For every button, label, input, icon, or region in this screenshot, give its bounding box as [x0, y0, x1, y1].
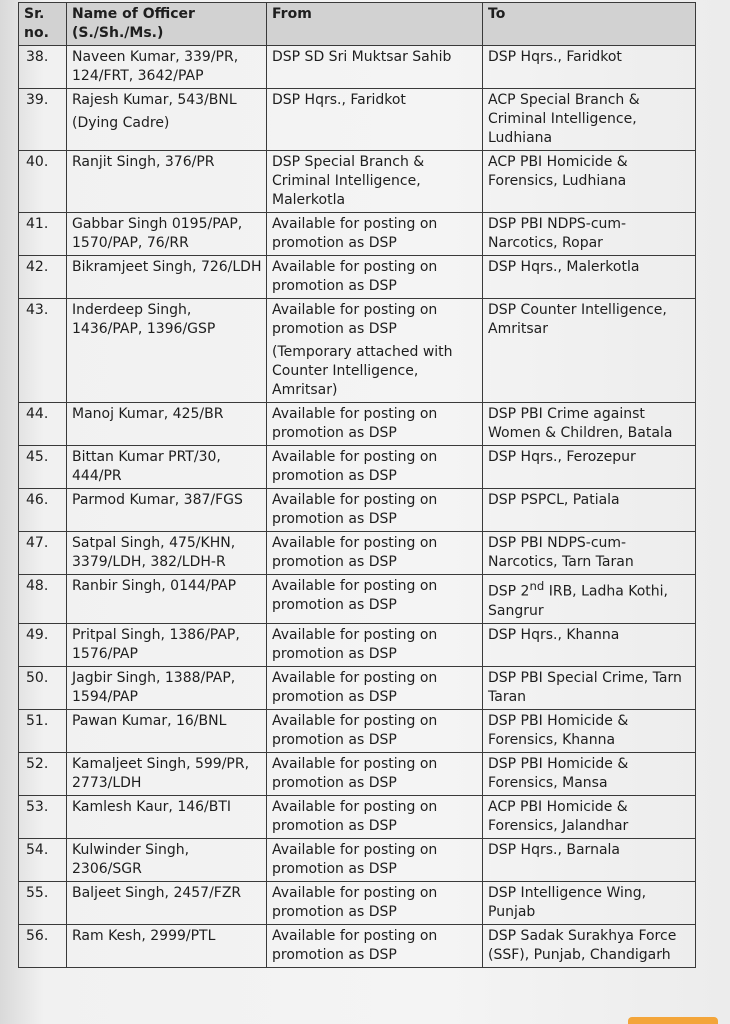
cell-sr: 52.	[19, 752, 67, 795]
cell-sr: 56.	[19, 924, 67, 967]
cell-from: DSP Hqrs., Faridkot	[267, 89, 483, 151]
table-row	[19, 575, 696, 624]
officer-name: Rajesh Kumar, 543/BNL	[72, 92, 237, 108]
header-sr-no: Sr. no.	[19, 3, 67, 46]
cell-to: DSP Hqrs., Malerkotla	[483, 256, 696, 299]
cell-sr: 43.	[19, 299, 67, 403]
table-row	[19, 89, 696, 151]
table-row	[19, 213, 696, 256]
cell-sr: 40.	[19, 151, 67, 213]
cell-from: Available for posting on promotion as DSP	[267, 881, 483, 924]
cell-name: Kamlesh Kaur, 146/BTI	[67, 795, 267, 838]
cell-name: Naveen Kumar, 339/PR, 124/FRT, 3642/PAP	[67, 46, 267, 89]
cell-name: Baljeet Singh, 2457/FZR	[67, 881, 267, 924]
cell-to: DSP PBI Crime against Women & Children, Batala	[483, 403, 696, 446]
cell-to	[483, 575, 696, 624]
table-row	[19, 256, 696, 299]
officer-note: (Dying Cadre)	[72, 115, 170, 131]
cell-to: DSP PBI Special Crime, Tarn Taran	[483, 666, 696, 709]
cell-sr: 53.	[19, 795, 67, 838]
cell-name: Gabbar Singh 0195/PAP, 1570/PAP, 76/RR	[67, 213, 267, 256]
table-row	[19, 489, 696, 532]
cell-from: Available for posting on promotion as DSP	[267, 489, 483, 532]
cell-to: ACP PBI Homicide & Forensics, Ludhiana	[483, 151, 696, 213]
table-row	[19, 709, 696, 752]
cell-name: Bittan Kumar PRT/30, 444/PR	[67, 446, 267, 489]
cell-name: Ranbir Singh, 0144/PAP	[67, 575, 267, 624]
cell-sr: 41.	[19, 213, 67, 256]
cell-from: Available for posting on promotion as DSP	[267, 623, 483, 666]
cell-from: Available for posting on promotion as DSP	[267, 795, 483, 838]
header-from: From	[267, 3, 483, 46]
posting-table	[18, 2, 696, 968]
to-text-rest: IRB, Ladha Kothi, Sangrur	[488, 583, 668, 619]
table-row	[19, 924, 696, 967]
cell-sr: 54.	[19, 838, 67, 881]
cell-to: DSP Counter Intelligence, Amritsar	[483, 299, 696, 403]
cell-to: DSP PBI NDPS-cum-Narcotics, Tarn Taran	[483, 532, 696, 575]
header-to: To	[483, 3, 696, 46]
cell-from: Available for posting on promotion as DSP	[267, 752, 483, 795]
cell-to: ACP PBI Homicide & Forensics, Jalandhar	[483, 795, 696, 838]
cell-from: Available for posting on promotion as DSP	[267, 838, 483, 881]
cell-to: DSP Intelligence Wing, Punjab	[483, 881, 696, 924]
from-note: (Temporary attached with Counter Intelligence, Amritsar)	[272, 344, 453, 398]
from-text: Available for posting on promotion as DSP	[272, 302, 438, 337]
table-row	[19, 752, 696, 795]
cell-sr: 50.	[19, 666, 67, 709]
cell-to: DSP PBI Homicide & Forensics, Khanna	[483, 709, 696, 752]
cell-to: DSP PSPCL, Patiala	[483, 489, 696, 532]
cell-sr: 46.	[19, 489, 67, 532]
cell-sr: 45.	[19, 446, 67, 489]
cell-name: Kulwinder Singh, 2306/SGR	[67, 838, 267, 881]
table-row	[19, 838, 696, 881]
table-row	[19, 666, 696, 709]
cell-from: Available for posting on promotion as DSP	[267, 709, 483, 752]
cell-sr: 51.	[19, 709, 67, 752]
cell-sr: 48.	[19, 575, 67, 624]
table-row	[19, 795, 696, 838]
cell-to: DSP PBI Homicide & Forensics, Mansa	[483, 752, 696, 795]
cell-from: Available for posting on promotion as DSP	[267, 213, 483, 256]
to-text: DSP 2	[488, 583, 530, 600]
table-row	[19, 532, 696, 575]
table-row	[19, 46, 696, 89]
cell-name: Pawan Kumar, 16/BNL	[67, 709, 267, 752]
cell-sr: 47.	[19, 532, 67, 575]
cell-name: Pritpal Singh, 1386/PAP, 1576/PAP	[67, 623, 267, 666]
orange-corner-tab[interactable]	[628, 1017, 718, 1024]
cell-from: Available for posting on promotion as DSP	[267, 403, 483, 446]
cell-name	[67, 89, 267, 151]
cell-from: Available for posting on promotion as DSP	[267, 446, 483, 489]
cell-to: DSP Hqrs., Ferozepur	[483, 446, 696, 489]
cell-from: Available for posting on promotion as DSP	[267, 256, 483, 299]
cell-name: Satpal Singh, 475/KHN, 3379/LDH, 382/LDH-R	[67, 532, 267, 575]
cell-name: Ranjit Singh, 376/PR	[67, 151, 267, 213]
cell-sr: 49.	[19, 623, 67, 666]
cell-sr: 39.	[19, 89, 67, 151]
cell-from: Available for posting on promotion as DSP	[267, 575, 483, 624]
cell-from: DSP SD Sri Muktsar Sahib	[267, 46, 483, 89]
table-row	[19, 299, 696, 403]
cell-to: ACP Special Branch & Criminal Intelligence, Ludhiana	[483, 89, 696, 151]
cell-name: Kamaljeet Singh, 599/PR, 2773/LDH	[67, 752, 267, 795]
cell-to: DSP Hqrs., Khanna	[483, 623, 696, 666]
cell-from	[267, 299, 483, 403]
table-row	[19, 151, 696, 213]
cell-name: Inderdeep Singh, 1436/PAP, 1396/GSP	[67, 299, 267, 403]
cell-name: Ram Kesh, 2999/PTL	[67, 924, 267, 967]
cell-to: DSP PBI NDPS-cum-Narcotics, Ropar	[483, 213, 696, 256]
table-row	[19, 446, 696, 489]
cell-from: DSP Special Branch & Criminal Intelligence, Malerkotla	[267, 151, 483, 213]
cell-sr: 42.	[19, 256, 67, 299]
table-row	[19, 623, 696, 666]
cell-name: Bikramjeet Singh, 726/LDH	[67, 256, 267, 299]
header-name-of-officer: Name of Officer (S./Sh./Ms.)	[67, 3, 267, 46]
cell-name: Parmod Kumar, 387/FGS	[67, 489, 267, 532]
table-row	[19, 403, 696, 446]
cell-from: Available for posting on promotion as DSP	[267, 924, 483, 967]
cell-from: Available for posting on promotion as DSP	[267, 666, 483, 709]
cell-to: DSP Hqrs., Faridkot	[483, 46, 696, 89]
header-row	[19, 3, 696, 46]
cell-from: Available for posting on promotion as DSP	[267, 532, 483, 575]
cell-sr: 55.	[19, 881, 67, 924]
cell-name: Jagbir Singh, 1388/PAP, 1594/PAP	[67, 666, 267, 709]
ordinal-suffix: nd	[529, 579, 545, 593]
cell-sr: 44.	[19, 403, 67, 446]
cell-to: DSP Sadak Surakhya Force (SSF), Punjab, Chandigarh	[483, 924, 696, 967]
cell-name: Manoj Kumar, 425/BR	[67, 403, 267, 446]
cell-to: DSP Hqrs., Barnala	[483, 838, 696, 881]
table-row	[19, 881, 696, 924]
cell-sr: 38.	[19, 46, 67, 89]
